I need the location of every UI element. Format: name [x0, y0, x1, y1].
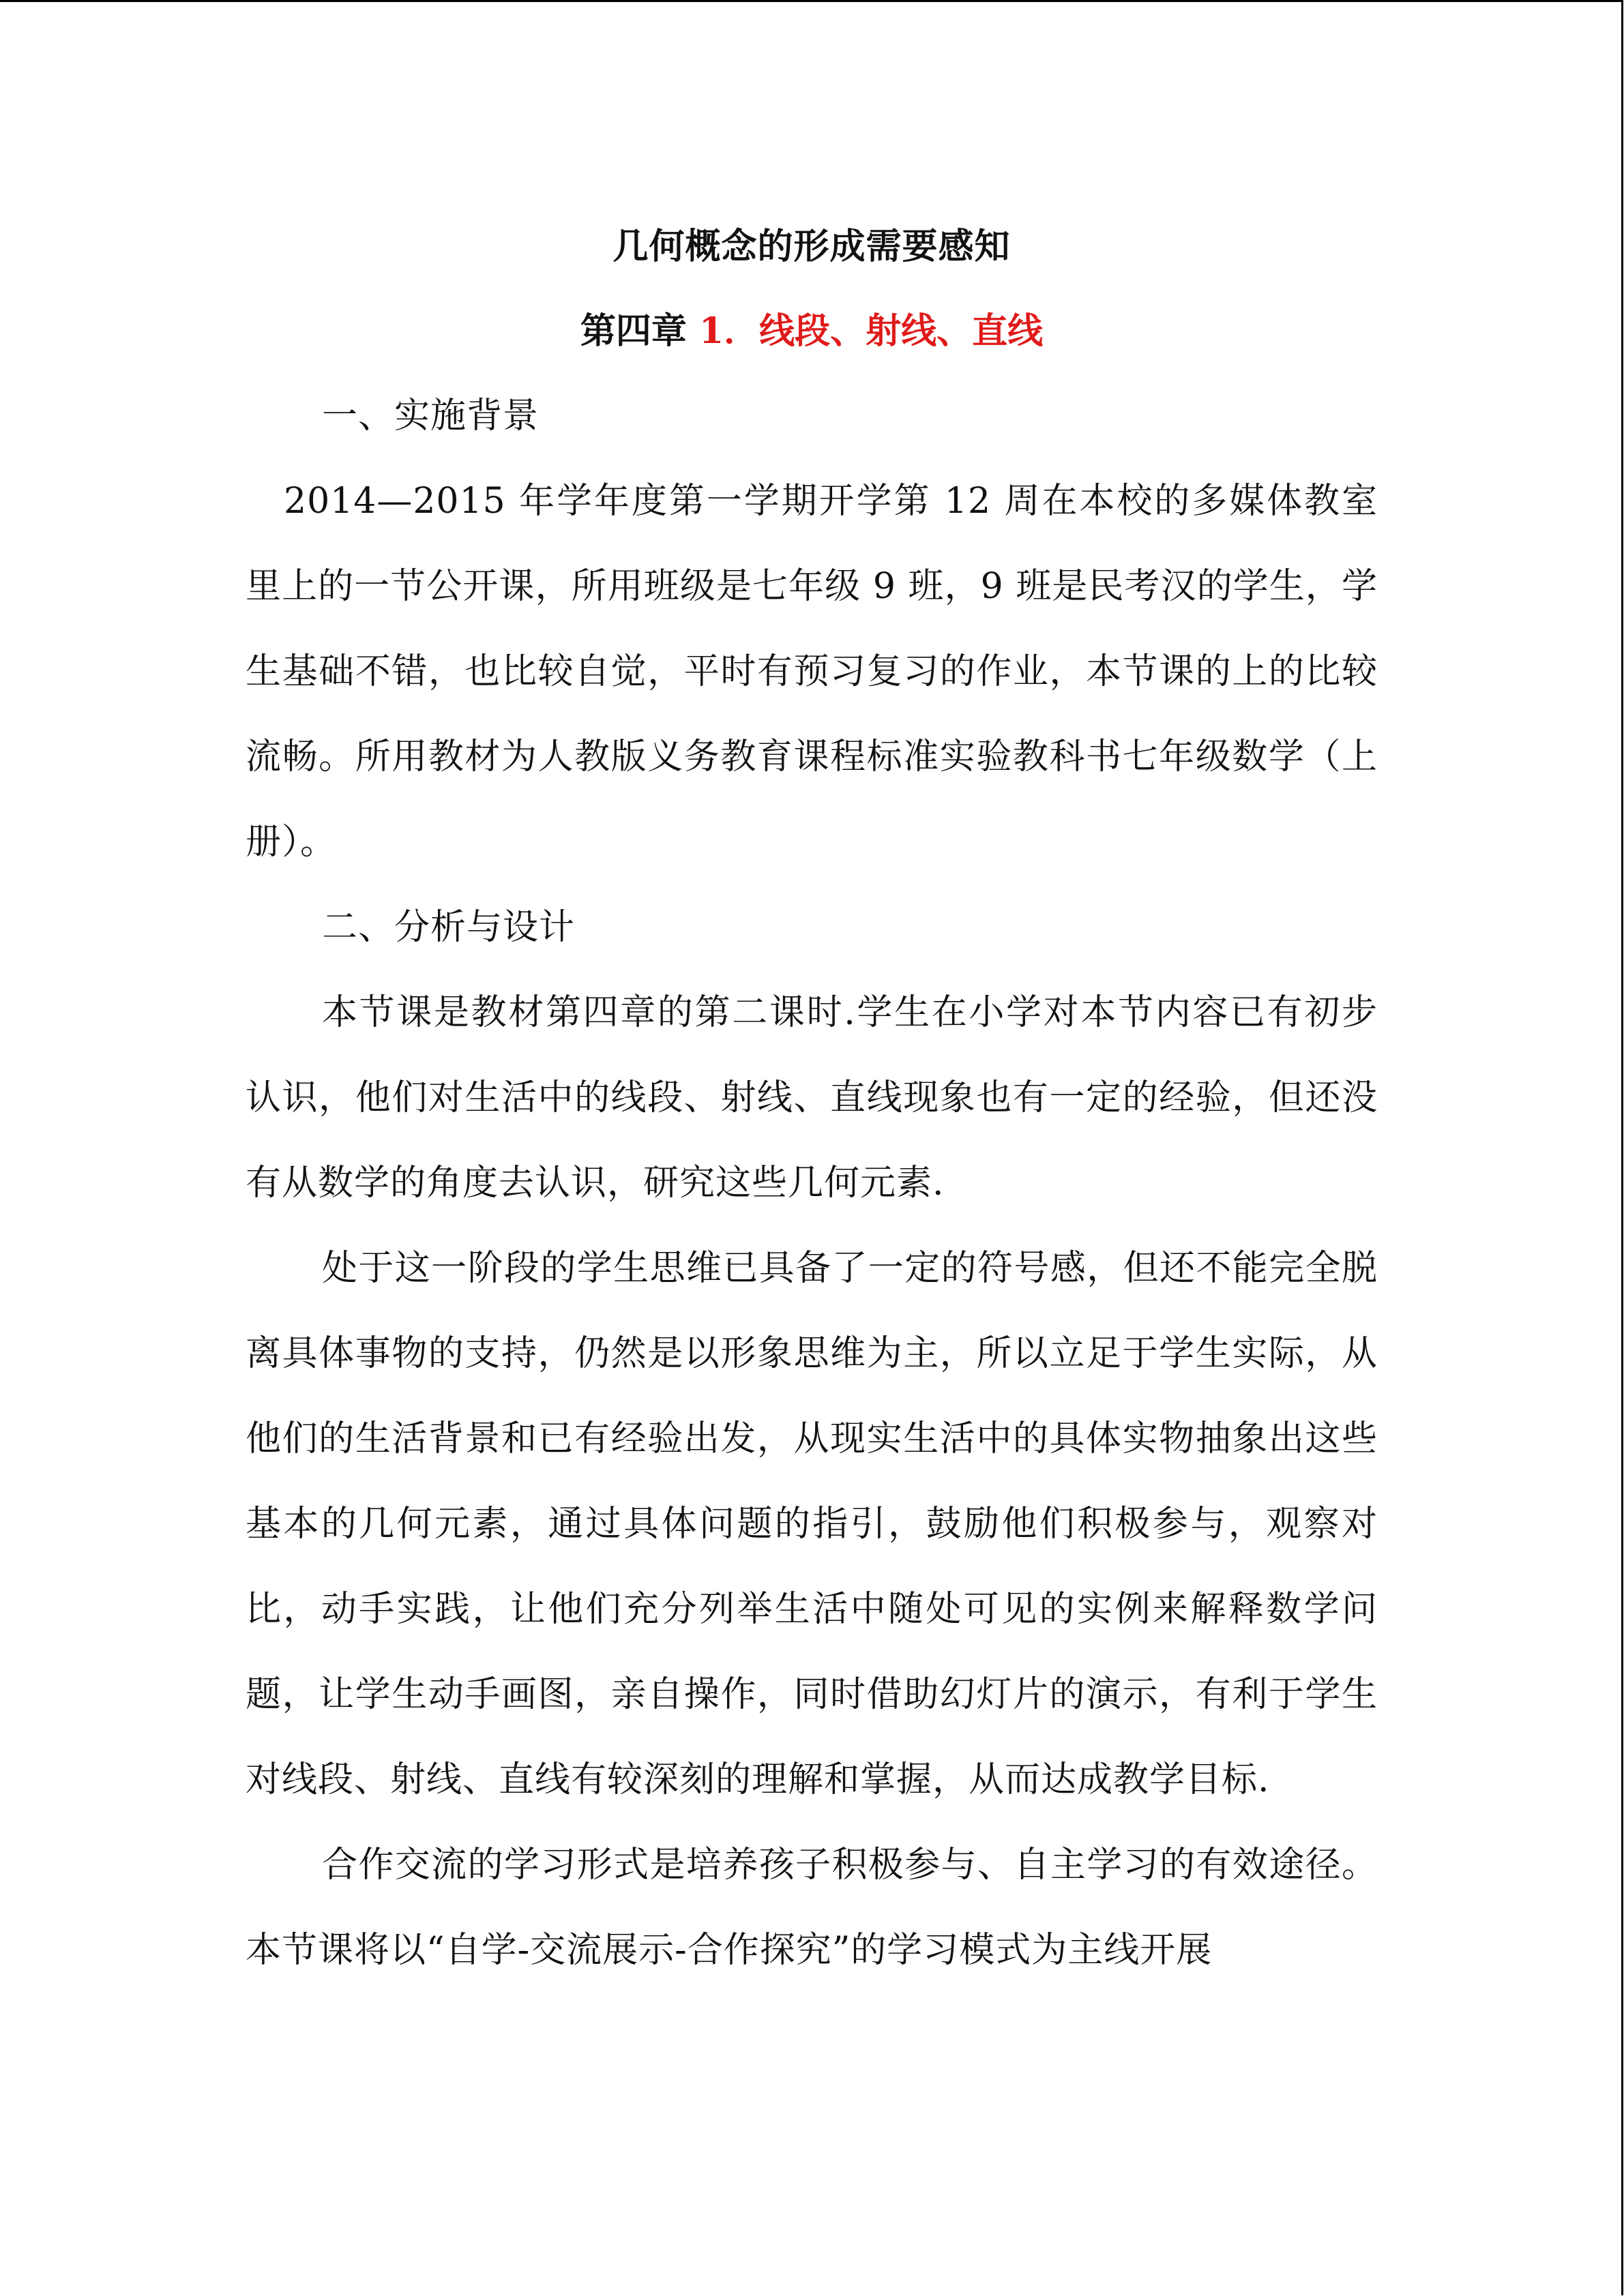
section1-paragraph: 2014—2015 年学年度第一学期开学第 12 周在本校的多媒体教室里上的一节公开课，所用班级是七年级 9 班，9 班是民考汉的学生，学生基础不错，也比较自觉，平时有预习复习的作业，本节课的上的比较流畅。所用教材为人教版义务教育课程标准实验教科书七年级数学（上册）。 — [246, 481, 1378, 863]
section2-heading: 二、分析与设计 — [322, 907, 576, 948]
chapter-label: 第四章 — [580, 310, 699, 352]
section2-paragraph-2: 处于这一阶段的学生思维已具备了一定的符号感，但还不能完全脱离具体事物的支持，仍然是以形象思维为主，所以立足于学生实际，从他们的生活背景和已有经验出发，从现实生活中的具体实物抽象出这些基本的几何元素，通过具体问题的指引，鼓励他们积极参与，观察对比，动手实践，让他们充分列举生活中随处可见的实例来解释数学问题，让学生动手画图，亲自操作，同时借助幻灯片的演示，有利于学生对线段、射线、直线有较深刻的理解和掌握，从而达成教学目标. — [246, 1248, 1378, 1800]
section1-heading: 一、实施背景 — [322, 396, 540, 436]
section2-paragraph-3: 合作交流的学习形式是培养孩子积极参与、自主学习的有效途径。本节课将以“自学-交流展示-合作探究”的学习模式为主线开展 — [246, 1845, 1378, 1971]
chapter-subtitle — [246, 289, 1378, 374]
lesson-title: 1．线段、射线、直线 — [698, 310, 1044, 352]
document-body — [246, 205, 1378, 1993]
section2-paragraph-1: 本节课是教材第四章的第二课时.学生在小学对本节内容已有初步认识，他们对生活中的线段、射线、直线现象也有一定的经验，但还没有从数学的角度去认识，研究这些几何元素. — [246, 992, 1378, 1204]
document-title: 几何概念的形成需要感知 — [612, 226, 1011, 267]
